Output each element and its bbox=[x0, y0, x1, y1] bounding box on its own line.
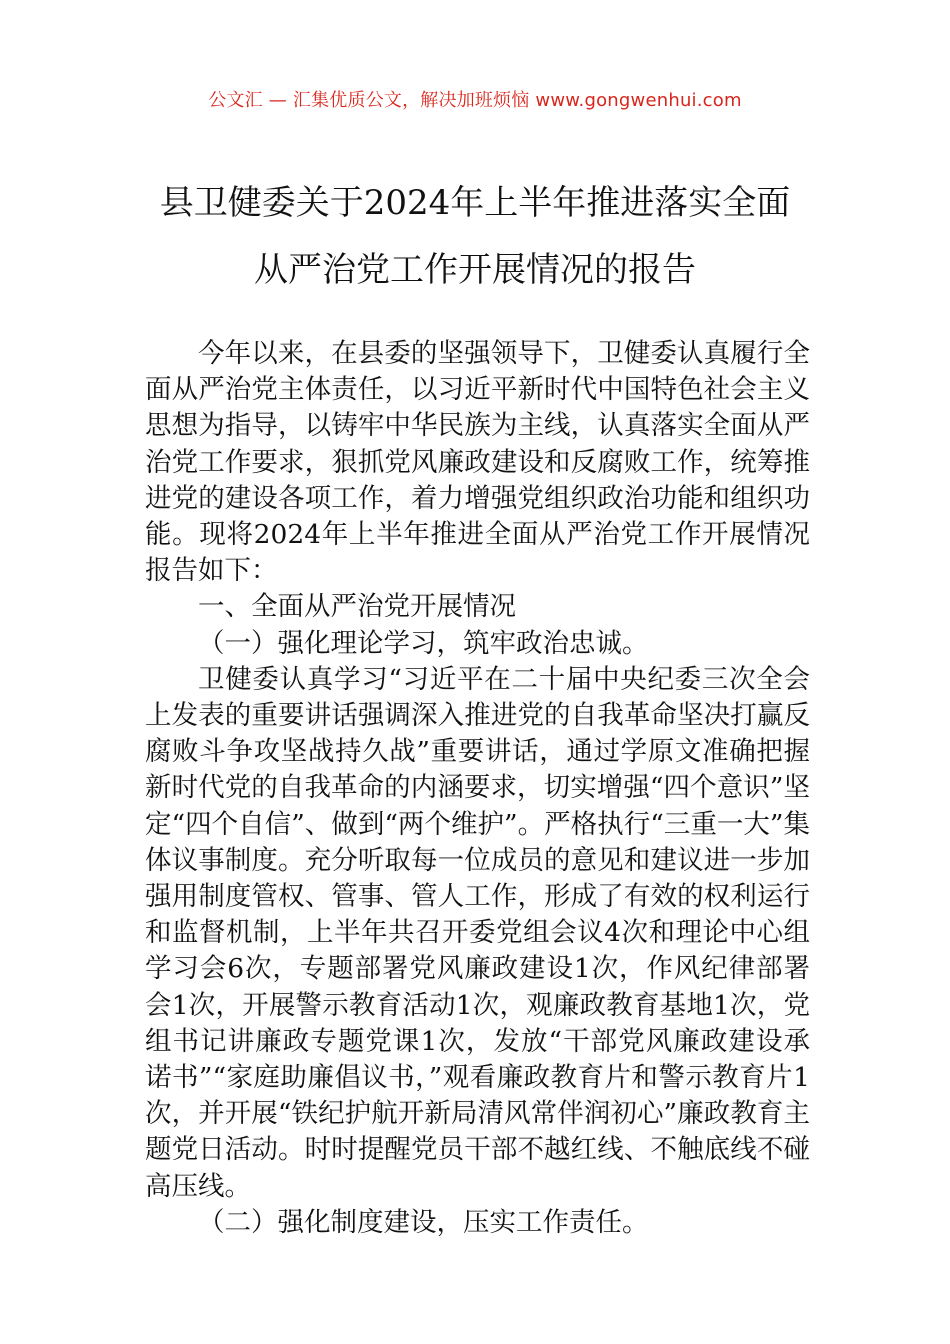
subsection-2-heading: （二）强化制度建设，压实工作责任。 bbox=[198, 1206, 649, 1238]
section-1-heading: 一、全面从严治党开展情况 bbox=[198, 591, 516, 623]
intro-paragraph: 今年以来，在县委的坚强领导下，卫健委认真履行全面从严治党主体责任，以习近平新时代中国特色社会主义思想为指导，以铸牢中华民族为主线，认真落实全面从严治党工作要求，狠抓党风廉政建设和反腐败工作，统筹推进党的建设各项工作，着力增强党组织政治功能和组织功能。现将2024年上半年推进全面从严治党工作开展情况报告如下： bbox=[145, 338, 810, 587]
document-title-line-2: 从严治党工作开展情况的报告 bbox=[254, 250, 696, 290]
document-body bbox=[145, 336, 810, 1241]
website-banner: 公文汇 — 汇集优质公文，解决加班烦恼 www.gongwenhui.com bbox=[208, 90, 742, 111]
subsection-1-heading: （一）强化理论学习，筑牢政治忠诚。 bbox=[198, 627, 649, 659]
subsection-1-paragraph: 卫健委认真学习“习近平在二十届中央纪委三次全会上发表的重要讲话强调深入推进党的自我革命坚决打赢反腐败斗争攻坚战持久战”重要讲话，通过学原文准确把握新时代党的自我革命的内涵要求，切实增强“四个意识”坚定“四个自信”、做到“两个维护”。严格执行“三重一大”集体议事制度。充分听取每一位成员的意见和建议进一步加强用制度管权、管事、管人工作，形成了有效的权利运行和监督机制，上半年共召开委党组会议4次和理论中心组学习会6次，专题部署党风廉政建设1次，作风纪律部署会1次，开展警示教育活动1次，观廉政教育基地1次，党组书记讲廉政专题党课1次，发放“干部党风廉政建设承诺书”“家庭助廉倡议书，”观看廉政教育片和警示教育片1次，并开展“铁纪护航开新局清风常伴润初心”廉政教育主题党日活动。时时提醒党员干部不越红线、不触底线不碰高压线。 bbox=[145, 663, 810, 1202]
document-title-line-1: 县卫健委关于2024年上半年推进落实全面 bbox=[159, 183, 791, 223]
